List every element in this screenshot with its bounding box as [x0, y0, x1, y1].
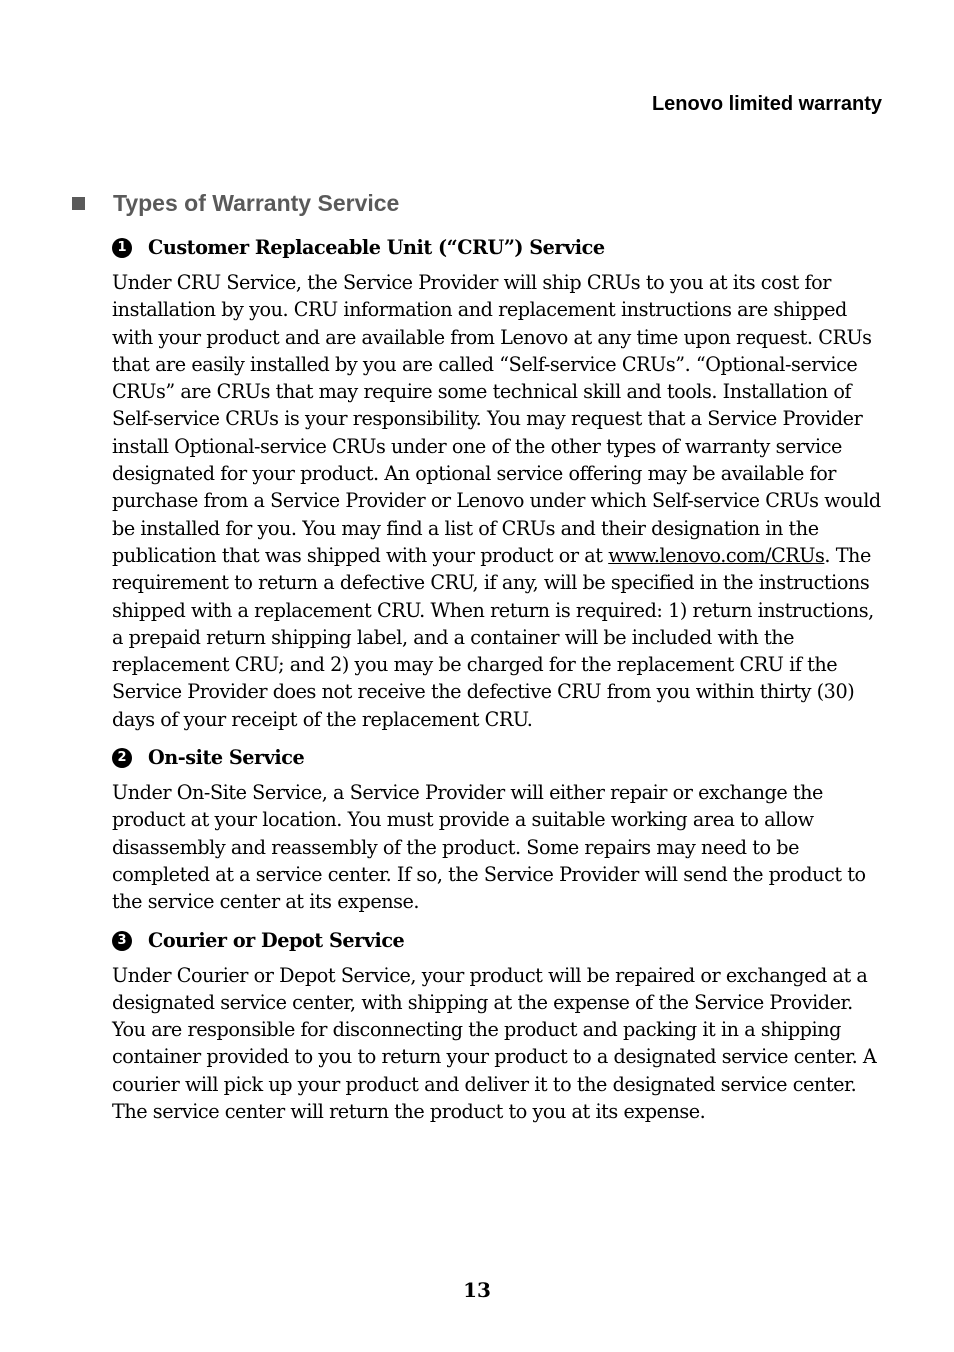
paragraph-courier: Under Courier or Depot Service, your product will be repaired or exchanged at a designated service center, with shipping at the expense of the Service Provider. You are responsible for disconnecting the product and packing it in a shipping container provided to you to return your product to a designated service center. A courier will pick up your product and deliver it to the designated service center. The service center will return the product to you at its expense.	[112, 963, 877, 1124]
section-heading	[72, 190, 882, 217]
subsection-heading-cru	[112, 233, 882, 263]
page-number: 13	[463, 1278, 491, 1302]
subsection-heading-onsite	[112, 743, 882, 773]
paragraph-text: . The requirement to return a defective CRU, if any, will be specified in the instructions shipped with a replacement CRU. When return is required: 1) return instructions, a prepaid return shipping label, and a container will be included with the replacement CRU; and 2) you may be charged for the replacement CRU if the Service Provider does not receive the defective CRU from you within thirty (30) days of your receipt of the replacement CRU.	[112, 543, 874, 731]
number-1-icon: 1	[112, 238, 132, 258]
running-header: Lenovo limited warranty	[651, 93, 882, 115]
paragraph-onsite: Under On-Site Service, a Service Provider will either repair or exchange the product at your location. You must provide a suitable working area to allow disassembly and reassembly of the product. Some repairs may need to be completed at a service center. If so, the Service Provider will send the product to the service center at its expense.	[112, 781, 866, 914]
paragraph-text: Under CRU Service, the Service Provider will ship CRUs to you at its cost for installation by you. CRU information and replacement instructions are shipped with your product and are available from Lenovo at any time upon request. CRUs that are easily installed by you are called “Self-service CRUs”. “Optional-service CRUs” are CRUs that may require some technical skill and tools. Installation of Self-service CRUs is your responsibility. You may request that a Service Provider install Optional-service CRUs under one of the other types of warranty service designated for your product. An optional service offering may be available for purchase from a Service Provider or Lenovo under which Self-service CRUs would be installed for you. You may find a list of CRUs and their designation in the publication that was shipped with your product or at	[112, 271, 881, 567]
subsection-title: Courier or Depot Service	[148, 928, 405, 952]
cru-link[interactable]: www.lenovo.com/CRUs	[608, 543, 825, 567]
section-content	[112, 233, 882, 1125]
paragraph-cru	[112, 269, 882, 733]
number-3-icon: 3	[112, 931, 132, 951]
subsection-title: Customer Replaceable Unit (“CRU”) Service	[148, 236, 605, 259]
square-bullet-icon	[72, 197, 85, 210]
subsection-title: On-site Service	[148, 746, 305, 770]
number-2-icon: 2	[112, 748, 132, 768]
subsection-heading-courier	[112, 926, 882, 956]
section-title: Types of Warranty Service	[113, 190, 400, 216]
